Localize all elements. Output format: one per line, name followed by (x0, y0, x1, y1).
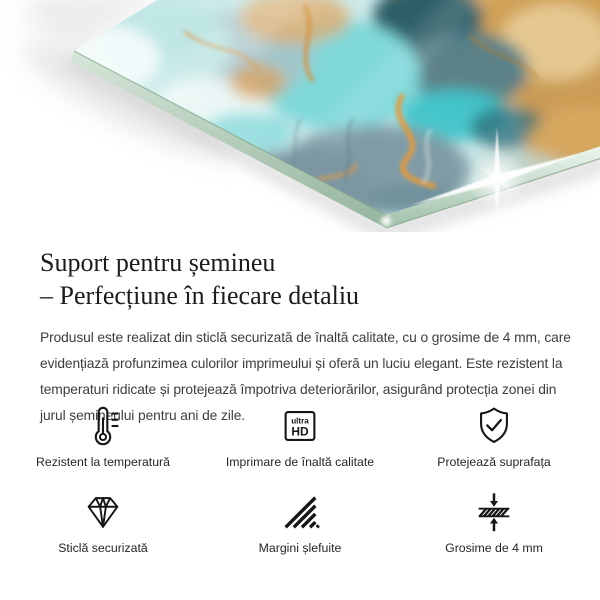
ultra-hd-icon (277, 403, 323, 449)
feature-tempered-glass (8, 488, 198, 555)
features-grid (0, 402, 600, 572)
feature-thickness-4mm (399, 488, 589, 555)
feature-label: Sticlă securizată (58, 541, 148, 555)
shield-check-icon (471, 403, 517, 449)
feature-heat-resistant (8, 402, 198, 469)
feature-polished-edges (205, 488, 395, 555)
thickness-icon (471, 489, 517, 535)
page-title-line1: Suport pentru șemineu (40, 248, 276, 278)
feature-label: Grosime de 4 mm (445, 541, 543, 555)
ultra-hd-badge-bottom: HD (291, 424, 309, 439)
thermometer-icon (80, 403, 126, 449)
product-description: Produsul este realizat din sticlă securizată de înaltă calitate, cu o grosime de 4 mm, care evidențiază profunzimea culorilor imprimeului și oferă un luciu elegant. Este rezistent la temperaturi ridicate și protejează împotriva deteriorărilor, asigurând protecția zonei din jurul șemineului pentru ani de zile. (40, 329, 571, 423)
feature-label: Imprimare de înaltă calitate (225, 455, 375, 469)
page-title (40, 246, 359, 312)
feature-label: Protejează suprafața (437, 455, 551, 469)
glass-panel-image (0, 0, 600, 232)
feature-ultra-hd-print (205, 402, 395, 469)
diamond-icon (80, 489, 126, 535)
page-title-line2: – Perfecțiune în fiecare detaliu (40, 281, 360, 311)
product-photo (0, 0, 600, 232)
ultra-hd-badge-top: ultra (291, 416, 309, 426)
feature-protects-surface (399, 402, 589, 469)
feature-label: Rezistent la temperatură (36, 455, 170, 469)
polished-edges-icon (277, 489, 323, 535)
feature-label: Margini șlefuite (258, 541, 342, 555)
